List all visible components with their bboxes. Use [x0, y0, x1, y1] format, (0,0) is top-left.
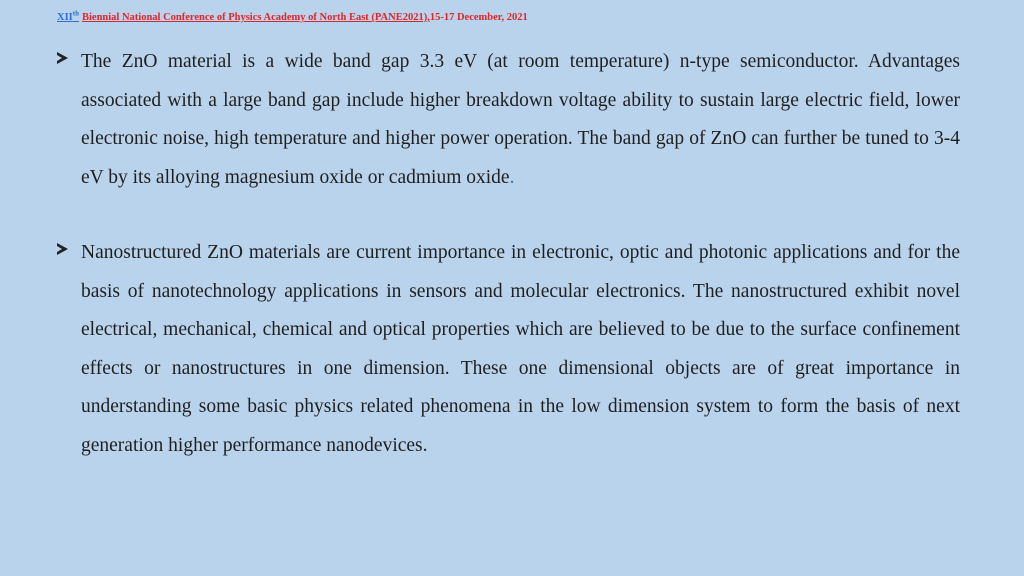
- conference-header: [57, 11, 528, 25]
- conference-ordinal: XIIth: [57, 9, 79, 23]
- conference-dates: 15-17 December, 2021: [429, 12, 528, 23]
- bullet-item-nanostructured-zno: [57, 234, 960, 465]
- bullet-item-zno-band-gap: [57, 43, 960, 197]
- arrow-bullet-icon: [57, 243, 68, 255]
- bullet-text: The ZnO material is a wide band gap 3.3 eV (at room temperature) n-type semiconductor. Advantages associated with a large band gap include higher breakdown voltage ability to sustain large electric field, lower electronic noise, high temperature and higher power operation. The band gap of ZnO can further be tuned to 3-4 eV by its alloying magnesium oxide or cadmium oxide.: [81, 51, 960, 188]
- bullet-text: Nanostructured ZnO materials are current importance in electronic, optic and photonic applications and for the basis of nanotechnology applications in sensors and molecular electronics. The nanostructured exhibit novel electrical, mechanical, chemical and optical properties which are believed to be due to the surface confinement effects or nanostructures in one dimension. These one dimensional objects are of great importance in understanding some basic physics related phenomena in the low dimension system to form the basis of next generation higher performance nanodevices.: [81, 242, 960, 456]
- conference-title: Biennial National Conference of Physics Academy of North East (PANE2021),: [82, 12, 430, 23]
- arrow-bullet-icon: [57, 52, 68, 64]
